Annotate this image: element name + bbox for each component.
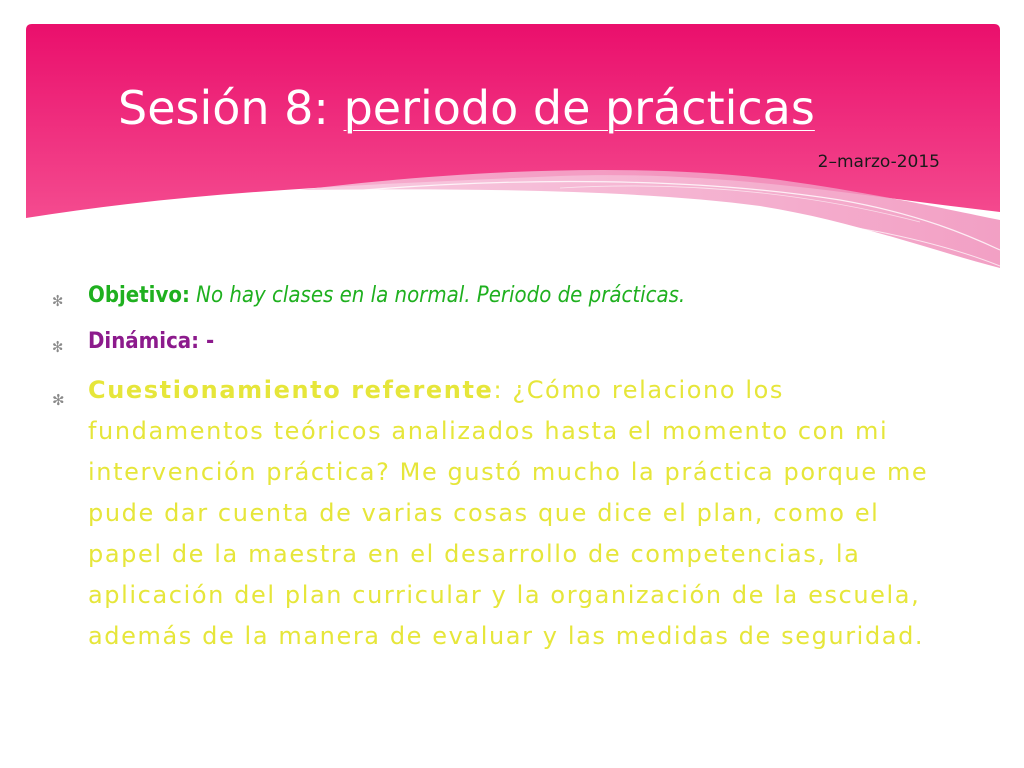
slide-title <box>118 78 815 138</box>
bullet-objetivo <box>52 278 952 314</box>
title-underlined-text: periodo de prácticas <box>343 81 815 135</box>
slide-date: 2–marzo-2015 <box>817 152 940 172</box>
bullet-label: Objetivo: <box>88 283 190 308</box>
bullet-text: No hay clases en la normal. Periodo de prácticas. <box>189 283 686 308</box>
asterisk-bullet-icon: ✻ <box>52 391 67 409</box>
bullet-label: Cuestionamiento referente <box>88 376 494 404</box>
title-prefix: Sesión 8: <box>118 81 344 135</box>
bullet-label: Dinámica: <box>88 329 200 354</box>
bullet-dinamica <box>52 324 952 360</box>
header-banner <box>0 0 1024 300</box>
asterisk-bullet-icon: ✻ <box>52 338 64 356</box>
bullet-text: : ¿Cómo relaciono los fundamentos teóricos analizados hasta el momento con mi intervención práctica? Me gustó mucho la práctica porque me pude dar cuenta de varias cosas que dice el plan, como el papel de la maestra en el desarrollo de competencias, la aplicación del plan curricular y la organización de la escuela, además de la manera de evaluar y las medidas de seguridad. <box>88 376 929 650</box>
bullet-text: - <box>199 329 215 354</box>
asterisk-bullet-icon: ✻ <box>52 292 64 310</box>
bullet-cuestionamiento <box>52 370 952 657</box>
bullet-list <box>52 278 952 667</box>
